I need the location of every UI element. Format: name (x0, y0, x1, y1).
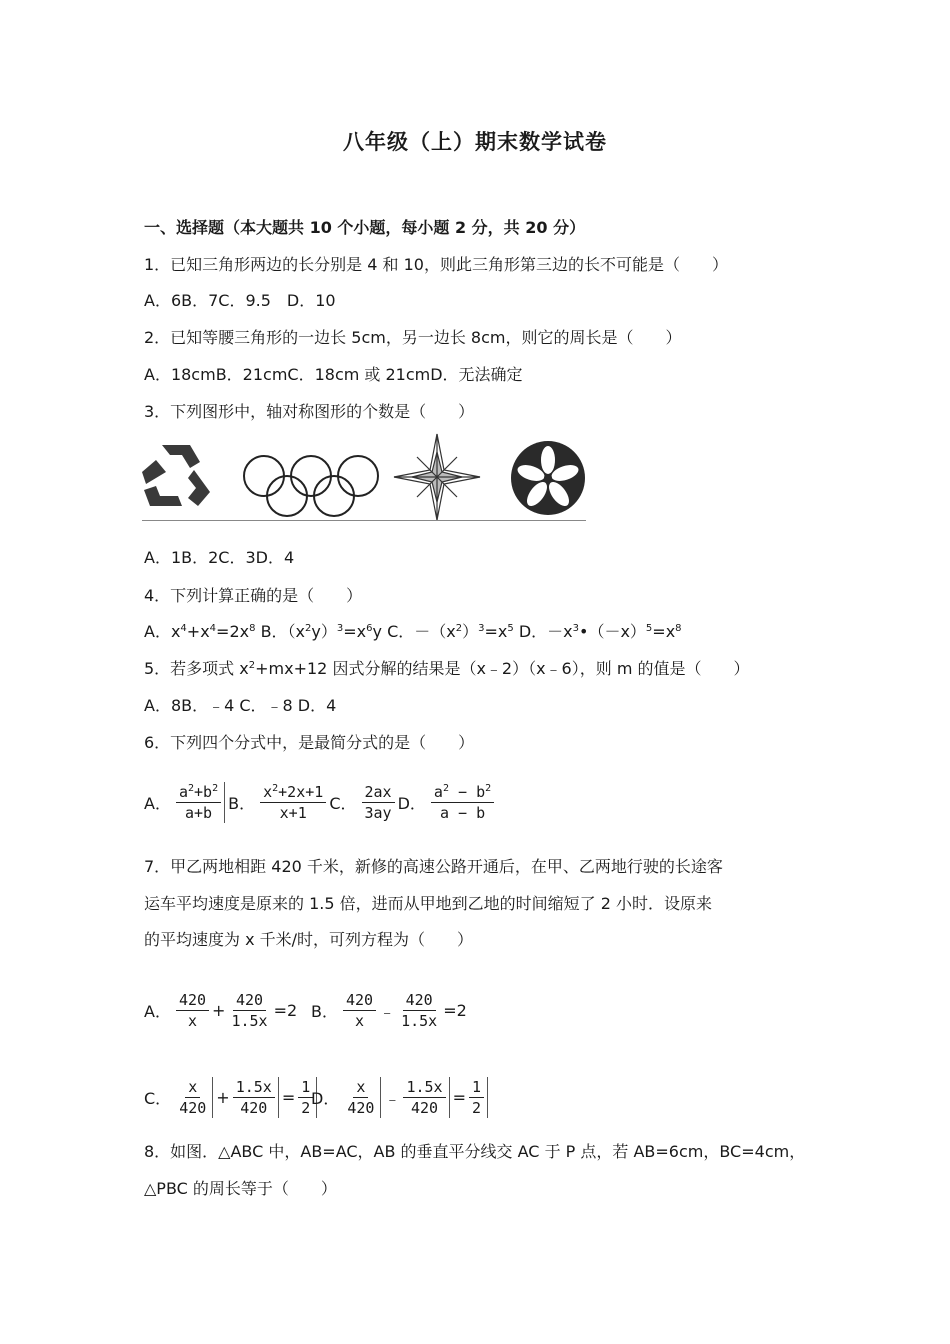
q4-stem: 4．下列计算正确的是（ ） (144, 586, 363, 605)
q1-stem: 1．已知三角形两边的长分别是 4 和 10，则此三角形第三边的长不可能是（ ） (144, 255, 728, 274)
q7-option-a: A． $\frac{420}{x}$ + $\frac{420}{1.5x}$ =2 (144, 991, 298, 1030)
q6-option-c-fraction: $\frac{2ax}{3ay}$ (362, 782, 395, 823)
q7-option-b: B． $\frac{420}{x}$ ﹣ $\frac{420}{1.5x}$ =2 (311, 991, 467, 1030)
q6-option-a-fraction: $\frac{a^2+b^2}{a+b}$ (176, 782, 225, 823)
compass-star-figure (392, 432, 482, 522)
q7-stem-line-3: 的平均速度为 x 千米/时，可列方程为（ ） (144, 930, 474, 949)
q3-stem: 3．下列图形中，轴对称图形的个数是（ ） (144, 402, 475, 421)
q4-options: A．$x^4+x^4=2x^8$ B．$(x^2y)^3=x^6y$ C．$-(x^2)^3=x^5$ D．$-x^3•(-x)^5=x^8$ (144, 622, 682, 641)
q8-stem-line-1: 8．如图．△ABC 中，AB=AC，AB 的垂直平分线交 AC 于 P 点，若 AB=6cm，BC=4cm， (144, 1142, 806, 1161)
page-title: 八年级（上）期末数学试卷 (343, 130, 607, 154)
q3-options: A．1B．2C．3D．4 (144, 548, 295, 567)
q2-options: A．18cmB．21cmC．18cm 或 21cmD．无法确定 (144, 365, 523, 384)
q1-options: A．6B．7C．9.5 D．10 (144, 291, 336, 310)
olympic-rings-figure (242, 452, 382, 520)
q7-option-d: D． $\frac{x}{420}$ ﹣ $\frac{1.5x}{420}$ = $\frac{1}{2}$ (311, 1077, 491, 1118)
section-heading: 一、选择题（本大题共 10 个小题，每小题 2 分，共 20 分） (144, 218, 586, 237)
figure-baseline (142, 520, 586, 521)
recycle-figure (142, 442, 212, 508)
bauhinia-flower-figure (510, 440, 586, 516)
q6-options: A． $\frac{a^2+b^2}{a+b}$ B． $\frac{x^2+2x+1}{x+1}$ C． $\frac{2ax}{3ay}$ D． $\frac{a^2 - b^2}{a - b}$ (144, 782, 497, 823)
q6-option-b-fraction: $\frac{x^2+2x+1}{x+1}$ (260, 782, 326, 823)
q8-stem-line-2: △PBC 的周长等于（ ） (144, 1179, 337, 1198)
q7-stem-line-2: 运车平均速度是原来的 1.5 倍，进而从甲地到乙地的时间缩短了 2 小时．设原来 (144, 894, 712, 913)
q6-option-d-fraction: $\frac{a^2 - b^2}{a - b}$ (431, 782, 494, 823)
q5-options: A．8B．﹣4 C．﹣8 D．4 (144, 696, 337, 715)
q5-stem: 5．若多项式 $x^2+mx+12$ 因式分解的结果是（x﹣2）（x﹣6），则 m 的值是（ ） (144, 659, 750, 678)
q7-option-c: C． $\frac{x}{420}$ + $\frac{1.5x}{420}$ = $\frac{1}{2}$ (144, 1077, 320, 1118)
q2-stem: 2．已知等腰三角形的一边长 5cm，另一边长 8cm，则它的周长是（ ） (144, 328, 682, 347)
q7-stem-line-1: 7．甲乙两地相距 420 千米，新修的高速公路开通后，在甲、乙两地行驶的长途客 (144, 857, 723, 876)
q3-figures (142, 436, 588, 524)
q6-stem: 6．下列四个分式中，是最简分式的是（ ） (144, 733, 475, 752)
